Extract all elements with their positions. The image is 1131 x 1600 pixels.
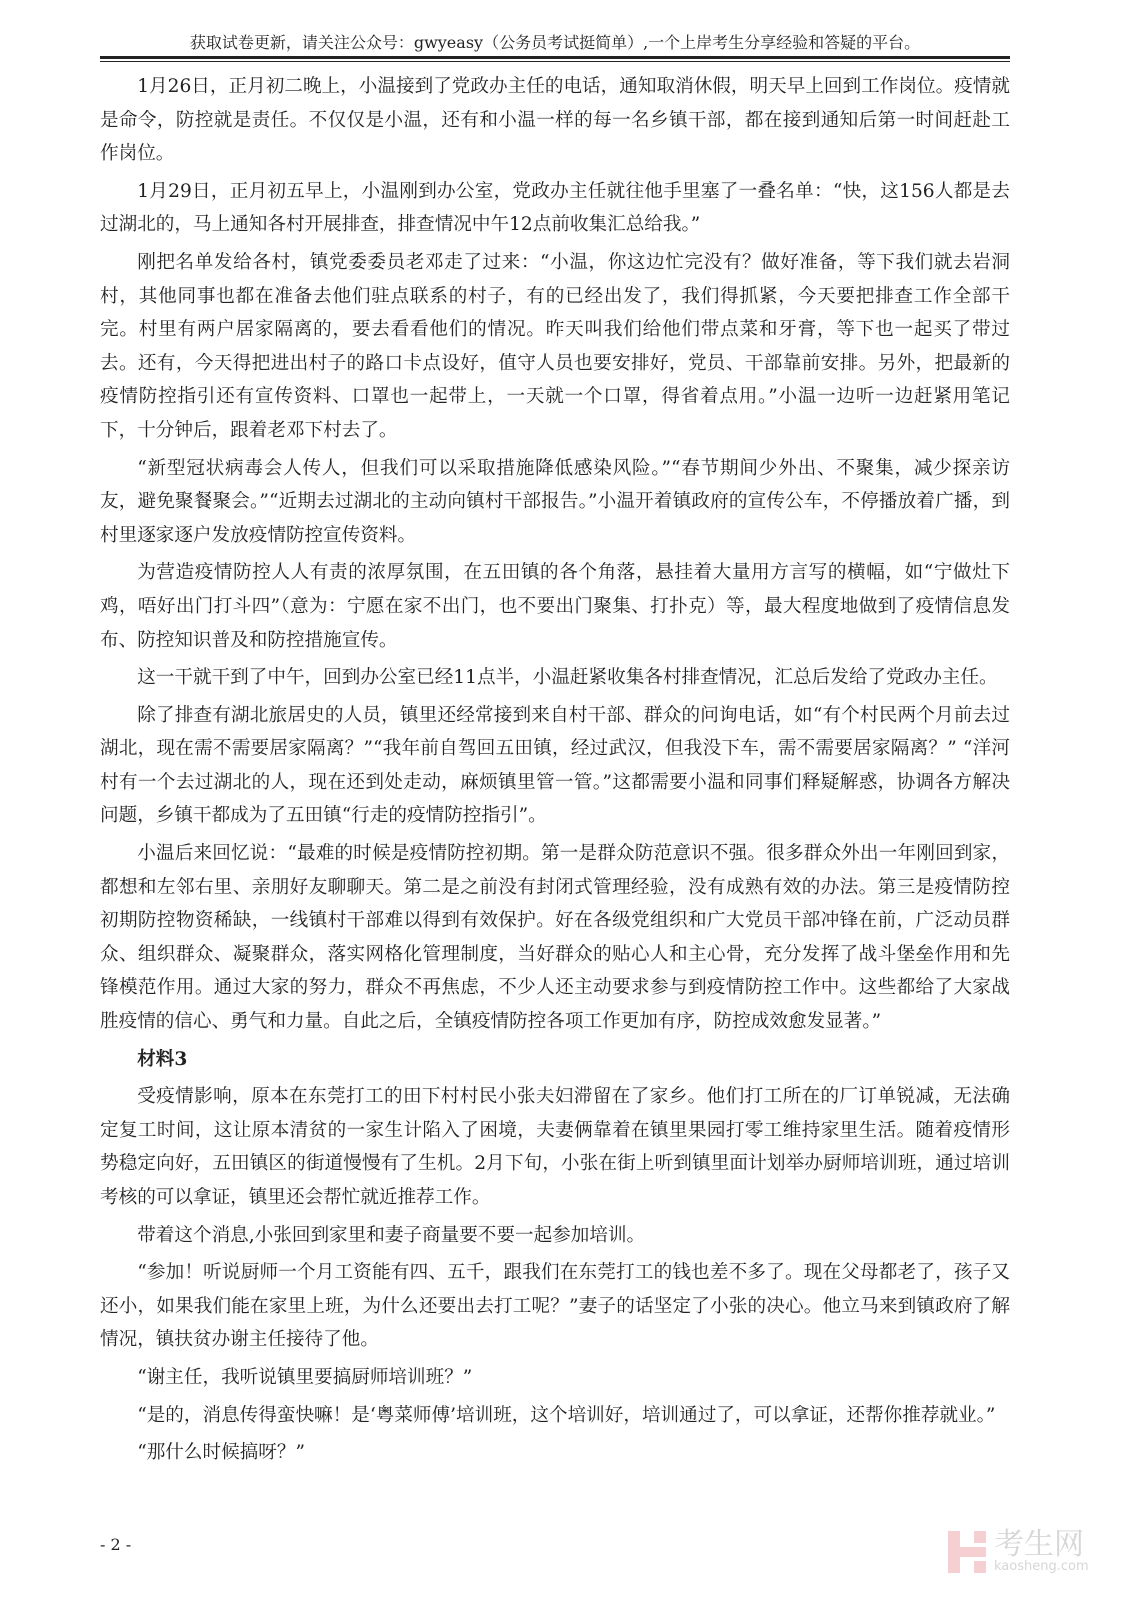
header-rule-thin: [100, 61, 1010, 62]
paragraph: 除了排查有湖北旅居史的人员，镇里还经常接到来自村干部、群众的问询电话，如“有个村民两个月前去过湖北，现在需不需要居家隔离？”“我年前自驾回五田镇，经过武汉，但我没下车，需不需要居家隔离？” “洋河村有一个去过湖北的人，现在还到处走动，麻烦镇里管一管。”这都需要小温和同事们释疑解惑，协调各方解决问题，乡镇干都成为了五田镇“行走的疫情防控指引”。: [100, 704, 1010, 827]
page-number: - 2 -: [100, 1535, 132, 1554]
paragraph: 刚把名单发给各村，镇党委委员老邓走了过来：“小温，你这边忙完没有？做好准备，等下我们就去岩洞村，其他同事也都在准备去他们驻点联系的村子，有的已经出发了，我们得抓紧，今天要把排查工作全部干完。村里有两户居家隔离的，要去看看他们的情况。昨天叫我们给他们带点菜和牙膏，等下也一起买了带过去。还有，今天得把进出村子的路口卡点设好，值守人员也要安排好，党员、干部靠前安排。另外，把最新的疫情防控指引还有宣传资料、口罩也一起带上，一天就一个口罩，得省着点用。”小温一边听一边赶紧用笔记下，十分钟后，跟着老邓下村去了。: [100, 251, 1010, 441]
document-body: [100, 70, 1010, 1474]
paragraph: 受疫情影响，原本在东莞打工的田下村村民小张夫妇滞留在了家乡。他们打工所在的厂订单锐减，无法确定复工时间，这让原本清贫的一家生计陷入了困境，夫妻俩靠着在镇里果园打零工维持家里生活。随着疫情形势稳定向好，五田镇区的街道慢慢有了生机。2月下旬，小张在街上听到镇里面计划举办厨师培训班，通过培训考核的可以拿证，镇里还会帮忙就近推荐工作。: [100, 1086, 1010, 1208]
paragraph: 为营造疫情防控人人有责的浓厚氛围，在五田镇的各个角落，悬挂着大量用方言写的横幅，如“宁做灶下鸡，唔好出门打斗四”（意为：宁愿在家不出门，也不要出门聚集、打扑克）等，最大程度地做到了疫情信息发布、防控知识普及和防控措施宣传。: [100, 562, 1010, 651]
watermark-logo: [948, 1527, 1089, 1574]
paragraph: “谢主任，我听说镇里要搞厨师培训班？”: [137, 1366, 473, 1388]
paragraph: 这一干就干到了中午，回到办公室已经11点半，小温赶紧收集各村排查情况，汇总后发给了党政办主任。: [137, 667, 998, 689]
paragraph: 1月26日，正月初二晚上，小温接到了党政办主任的电话，通知取消休假，明天早上回到工作岗位。疫情就是命令，防控就是责任。不仅仅是小温，还有和小温一样的每一名乡镇干部，都在接到通知后第一时间赶赴工作岗位。: [100, 76, 1010, 165]
paragraph: “新型冠状病毒会人传人，但我们可以采取措施降低感染风险。”“春节期间少外出、不聚集，减少探亲访友，避免聚餐聚会。”“近期去过湖北的主动向镇村干部报告。”小温开着镇政府的宣传公车，不停播放着广播，到村里逐家逐户发放疫情防控宣传资料。: [100, 457, 1010, 546]
paragraph: “是的，消息传得蛮快嘛！是‘粤菜师傅’培训班，这个培训好，培训通过了，可以拿证，还帮你推荐就业。”: [137, 1404, 996, 1426]
header-rule: [100, 56, 1010, 59]
paragraph: “参加！听说厨师一个月工资能有四、五千，跟我们在东莞打工的钱也差不多了。现在父母都老了，孩子又还小，如果我们能在家里上班，为什么还要出去打工呢？”妻子的话坚定了小张的决心。他立马来到镇政府了解情况，镇扶贫办谢主任接待了他。: [100, 1262, 1010, 1351]
section-heading: 材料3: [137, 1048, 188, 1070]
paragraph: 带着这个消息,小张回到家里和妻子商量要不要一起参加培训。: [137, 1224, 646, 1246]
watermark-cn: 考生网: [994, 1527, 1084, 1562]
paragraph: 小温后来回忆说：“最难的时候是疫情防控初期。第一是群众防范意识不强。很多群众外出一年刚回到家，都想和左邻右里、亲朋好友聊聊天。第二是之前没有封闭式管理经验，没有成熟有效的办法。第三是疫情防控初期防控物资稀缺，一线镇村干部难以得到有效保护。好在各级党组织和广大党员干部冲锋在前，广泛动员群众、组织群众、凝聚群众，落实网格化管理制度，当好群众的贴心人和主心骨，充分发挥了战斗堡垒作用和先锋模范作用。通过大家的努力，群众不再焦虑，不少人还主动要求参与到疫情防控工作中。这些都给了大家战胜疫情的信心、勇气和力量。自此之后，全镇疫情防控各项工作更加有序，防控成效愈发显著。”: [100, 843, 1010, 1033]
page-header: 获取试卷更新，请关注公众号：gwyeasy（公务员考试挺简单）,一个上岸考生分享经验和答疑的平台。: [189, 33, 921, 52]
paragraph: “那什么时候搞呀？”: [137, 1442, 305, 1464]
logo-mark-icon: [948, 1531, 986, 1573]
watermark-en: kaosheng.com: [994, 1559, 1089, 1574]
paragraph: 1月29日，正月初五早上，小温刚到办公室，党政办主任就往他手里塞了一叠名单：“快，这156人都是去过湖北的，马上通知各村开展排查，排查情况中午12点前收集汇总给我。”: [100, 180, 1010, 236]
